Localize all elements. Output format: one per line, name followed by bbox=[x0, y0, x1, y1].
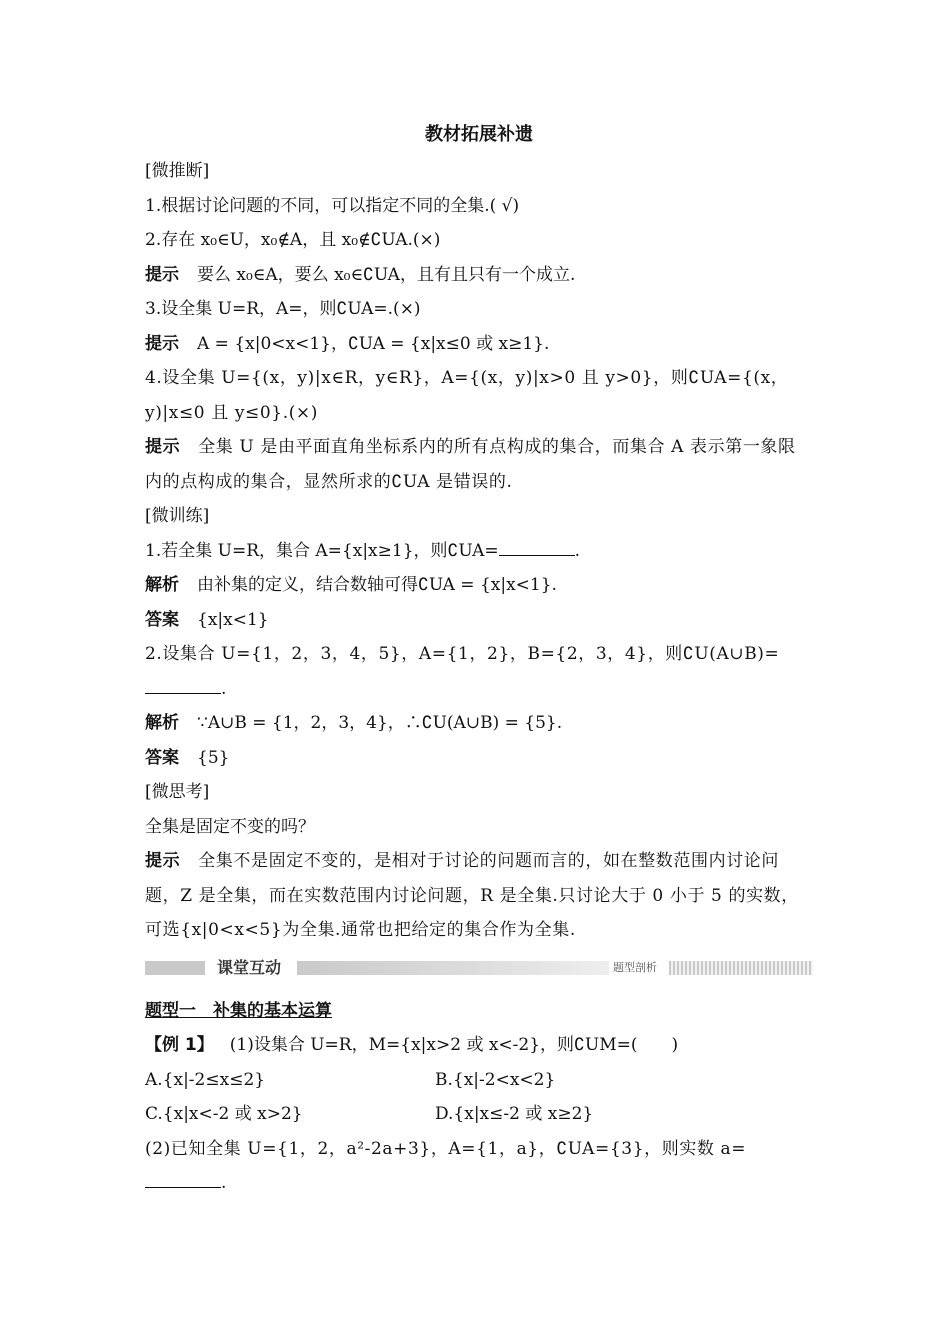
question-text: 1.若全集 U=R，集合 A={x|x≥1}，则∁UA= bbox=[145, 540, 499, 561]
analysis-label: 解析 bbox=[145, 575, 179, 595]
divider-right-label: 题型剖析 bbox=[613, 960, 657, 974]
answer-label: 答案 bbox=[145, 747, 179, 768]
train-analysis-2 bbox=[145, 706, 813, 741]
answer-text: {5} bbox=[197, 747, 230, 768]
infer-question-4: 4.设全集 U={(x，y)|x∈R，y∈R}，A={(x，y)|x>0 且 y>0}，则∁UA={(x，y)|x≤0 且 y≤0}.(×) bbox=[145, 368, 789, 423]
section-infer: [微推断] bbox=[145, 161, 210, 181]
type-heading: 题型一 补集的基本运算 bbox=[145, 1000, 332, 1021]
answer-label: 答案 bbox=[145, 609, 179, 630]
example-1-stem bbox=[145, 1028, 813, 1063]
hint-text: 全集 U 是由平面直角坐标系内的所有点构成的集合，而集合 A 表示第一象限内的点构成的集合，显然所求的∁UA 是错误的. bbox=[145, 437, 796, 492]
hint-text: A = {x|0<x<1}，∁UA = {x|x≤0 或 x≥1}. bbox=[197, 333, 550, 354]
hint-text: 要么 x₀∈A，要么 x₀∈∁UA，且有且只有一个成立. bbox=[197, 264, 576, 285]
think-question: 全集是固定不变的吗？ bbox=[145, 816, 315, 837]
infer-hint-2 bbox=[145, 258, 813, 293]
train-answer-2 bbox=[145, 741, 813, 776]
analysis-text: ∵A∪B = {1，2，3，4}，∴∁U(A∪B) = {5}. bbox=[197, 713, 563, 733]
answer-blank bbox=[499, 539, 575, 556]
analysis-label: 解析 bbox=[145, 713, 179, 733]
train-analysis-1 bbox=[145, 568, 813, 603]
infer-question-2: 2.存在 x₀∈U，x₀∉A，且 x₀∉∁UA.(×) bbox=[145, 230, 441, 250]
divider-label: 课堂互动 bbox=[217, 957, 282, 977]
options-row-2 bbox=[145, 1097, 813, 1132]
section-think: [微思考] bbox=[145, 782, 210, 802]
train-question-1: 1.若全集 U=R，集合 A={x|x≥1}，则∁UA= . bbox=[145, 540, 581, 561]
options-row-1 bbox=[145, 1063, 813, 1098]
divider-bar-left bbox=[145, 961, 205, 975]
train-answer-1 bbox=[145, 603, 813, 638]
answer-blank bbox=[145, 1171, 221, 1188]
example-text: (2)已知全集 U={1，2，a²-2a+3}，A={1，a}，∁UA={3}，则实数 a= bbox=[145, 1138, 747, 1159]
content-column bbox=[145, 120, 813, 1201]
answer-blank bbox=[145, 677, 221, 694]
divider-bar-middle bbox=[297, 961, 609, 975]
divider-bar-right bbox=[669, 961, 813, 975]
hint-label: 提示 bbox=[145, 264, 179, 285]
hint-text: 全集不是固定不变的，是相对于讨论的问题而言的，如在整数范围内讨论问题，Z 是全集，而在实数范围内讨论问题，R 是全集.只讨论大于 0 小于 5 的实数，可选{x|0<x<5}为全集.通常也把给定的集合作为全集. bbox=[145, 851, 799, 940]
think-hint bbox=[145, 844, 813, 948]
infer-hint-3 bbox=[145, 327, 813, 362]
hint-label: 提示 bbox=[145, 437, 181, 457]
option-c: C.{x|x<-2 或 x>2} bbox=[145, 1104, 303, 1124]
example-tag: 【例 1】 bbox=[145, 1035, 214, 1055]
example-1-part-2: (2)已知全集 U={1，2，a²-2a+3}，A={1，a}，∁UA={3}，则实数 a= . bbox=[145, 1138, 747, 1193]
page-title: 教材拓展补遗 bbox=[425, 124, 533, 145]
infer-question-1: 1.根据讨论问题的不同，可以指定不同的全集.( √) bbox=[145, 195, 520, 216]
infer-question-3: 3.设全集 U=R，A=，则∁UA=.(×) bbox=[145, 299, 421, 319]
option-b: B.{x|-2<x<2} bbox=[435, 1069, 556, 1090]
hint-label: 提示 bbox=[145, 333, 179, 354]
section-divider-band bbox=[145, 957, 813, 979]
hint-label: 提示 bbox=[145, 851, 181, 871]
question-text: 2.设集合 U={1，2，3，4，5}，A={1，2}，B={2，3，4}，则∁U(A∪B)= bbox=[145, 644, 780, 664]
option-d: D.{x|x≤-2 或 x≥2} bbox=[435, 1104, 594, 1124]
section-train: [微训练] bbox=[145, 506, 210, 526]
example-text: (1)设集合 U=R，M={x|x>2 或 x<-2}，则∁UM=( ) bbox=[229, 1035, 679, 1055]
analysis-text: 由补集的定义，结合数轴可得∁UA = {x|x<1}. bbox=[197, 575, 557, 595]
train-question-2: 2.设集合 U={1，2，3，4，5}，A={1，2}，B={2，3，4}，则∁U(A∪B)= . bbox=[145, 644, 780, 699]
answer-text: {x|x<1} bbox=[197, 609, 269, 630]
option-a: A.{x|-2≤x≤2} bbox=[145, 1069, 266, 1090]
infer-hint-4 bbox=[145, 430, 813, 499]
